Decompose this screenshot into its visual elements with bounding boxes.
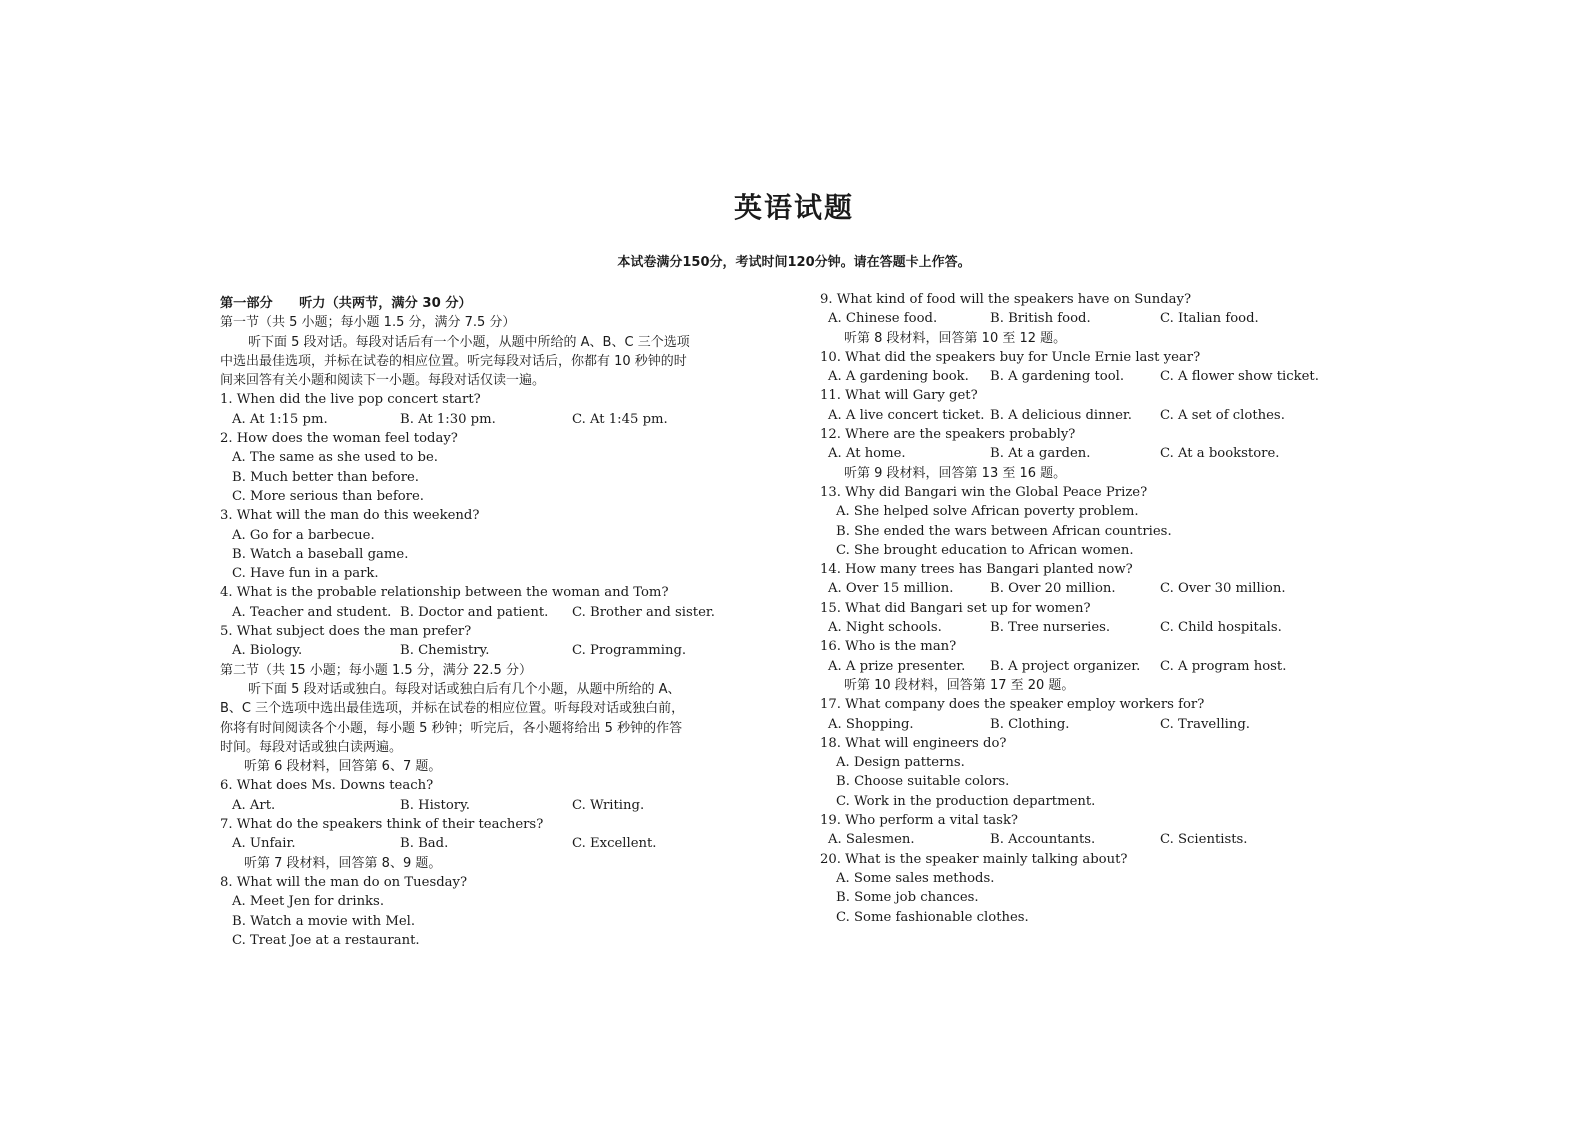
option-c[interactable]: C. Treat Joe at a restaurant. [232,932,420,948]
section2-instructions-line: 听下面 5 段对话或独白。每段对话或独白后有几个小题，从题中所给的 A、 [248,681,681,697]
option-a[interactable]: A. Shopping. [828,716,914,732]
option-a[interactable]: A. A prize presenter. [828,658,966,674]
option-a[interactable]: A. A live concert ticket. [828,407,985,423]
question-13: 13. Why did Bangari win the Global Peace Prize? [820,484,1148,500]
question-18: 18. What will engineers do? [820,735,1007,751]
option-b[interactable]: B. A gardening tool. [990,369,1125,385]
option-c[interactable]: C. A set of clothes. [1160,407,1285,423]
left-column [220,294,760,950]
option-b[interactable]: B. Some job chances. [836,890,979,906]
option-a[interactable]: A. A gardening book. [828,369,969,385]
question-19: 19. Who perform a vital task? [820,813,1018,829]
option-c[interactable]: C. At a bookstore. [1160,446,1280,462]
section1-instructions-line: 听下面 5 段对话。每段对话后有一个小题，从题中所给的 A、B、C 三个选项 [248,334,690,350]
option-a[interactable]: A. Unfair. [232,836,296,852]
question-4-options [220,603,760,622]
question-7-options [220,834,760,853]
option-b[interactable]: B. Over 20 million. [990,581,1116,597]
option-c[interactable]: C. More serious than before. [232,488,424,504]
option-b[interactable]: B. Doctor and patient. [400,604,549,620]
question-1: 1. When did the live pop concert start? [220,392,481,408]
option-c[interactable]: C. Programming. [572,643,687,659]
option-b[interactable]: B. Bad. [400,836,449,852]
question-8: 8. What will the man do on Tuesday? [220,874,468,890]
section2-instructions-line: 时间。每段对话或独白读两遍。 [220,739,403,755]
material-7: 听第 7 段材料，回答第 8、9 题。 [244,855,442,871]
question-2: 2. How does the woman feel today? [220,431,458,447]
option-b[interactable]: B. At a garden. [990,446,1091,462]
option-c[interactable]: C. Some fashionable clothes. [836,909,1029,925]
option-c[interactable]: C. Brother and sister. [572,604,715,620]
question-5: 5. What subject does the man prefer? [220,624,472,640]
question-6: 6. What does Ms. Downs teach? [220,778,434,794]
option-a[interactable]: A. At home. [828,446,906,462]
option-b[interactable]: B. History. [400,797,470,813]
option-b[interactable]: B. Accountants. [990,832,1096,848]
question-19-options [820,830,1340,849]
option-b[interactable]: B. Tree nurseries. [990,620,1111,636]
option-b[interactable]: B. At 1:30 pm. [400,411,496,427]
part1-heading: 第一部分 听力（共两节，满分 30 分） [220,296,472,311]
question-17: 17. What company does the speaker employ workers for? [820,697,1205,713]
question-9-options [820,309,1340,328]
question-5-options [220,641,760,660]
option-b[interactable]: B. A delicious dinner. [990,407,1132,423]
question-12-options [820,444,1340,463]
option-c[interactable]: C. Work in the production department. [836,793,1096,809]
right-column [820,290,1340,927]
option-a[interactable]: A. Biology. [232,643,303,659]
option-b[interactable]: B. British food. [990,311,1091,327]
option-b[interactable]: B. Watch a baseball game. [232,546,409,562]
material-8: 听第 8 段材料，回答第 10 至 12 题。 [844,330,1067,346]
material-6: 听第 6 段材料，回答第 6、7 题。 [244,759,442,775]
exam-subtitle: 本试卷满分150分，考试时间120分钟。请在答题卡上作答。 [617,255,971,270]
section2-heading: 第二节（共 15 小题；每小题 1.5 分，满分 22.5 分） [220,662,532,678]
question-14: 14. How many trees has Bangari planted now? [820,562,1133,578]
question-3: 3. What will the man do this weekend? [220,508,480,524]
option-c[interactable]: C. Travelling. [1160,716,1251,732]
section2-instructions-line: B、C 三个选项中选出最佳选项，并标在试卷的相应位置。听每段对话或独白前， [220,701,685,717]
question-12: 12. Where are the speakers probably? [820,427,1076,443]
option-c[interactable]: C. A program host. [1160,658,1287,674]
option-c[interactable]: C. At 1:45 pm. [572,411,668,427]
option-a[interactable]: A. She helped solve African poverty problem. [836,504,1139,520]
option-b[interactable]: B. Clothing. [990,716,1070,732]
question-15: 15. What did Bangari set up for women? [820,600,1091,616]
option-a[interactable]: A. Art. [232,797,276,813]
option-a[interactable]: A. Meet Jen for drinks. [232,894,385,910]
option-c[interactable]: C. A flower show ticket. [1160,369,1319,385]
option-b[interactable]: B. Choose suitable colors. [836,774,1010,790]
question-15-options [820,618,1340,637]
option-a[interactable]: A. Design patterns. [836,755,965,771]
section1-instructions-line: 间来回答有关小题和阅读下一小题。每段对话仅读一遍。 [220,373,546,389]
option-b[interactable]: B. A project organizer. [990,658,1141,674]
question-9: 9. What kind of food will the speakers have on Sunday? [820,292,1192,307]
option-c[interactable]: C. Italian food. [1160,311,1259,327]
option-a[interactable]: A. The same as she used to be. [232,450,438,466]
question-14-options [820,579,1340,598]
option-a[interactable]: A. Go for a barbecue. [232,527,375,543]
section1-instructions-line: 中选出最佳选项，并标在试卷的相应位置。听完每段对话后，你都有 10 秒钟的时 [220,353,687,369]
question-16-options [820,657,1340,676]
question-4: 4. What is the probable relationship between the woman and Tom? [220,585,669,601]
option-c[interactable]: C. Over 30 million. [1160,581,1286,597]
option-a[interactable]: A. Teacher and student. [232,604,392,620]
exam-title: 英语试题 [733,191,854,224]
option-c[interactable]: C. She brought education to African women. [836,542,1134,558]
option-c[interactable]: C. Excellent. [572,836,657,852]
material-10: 听第 10 段材料，回答第 17 至 20 题。 [844,677,1075,693]
option-a[interactable]: A. Night schools. [828,620,942,636]
question-10: 10. What did the speakers buy for Uncle Ernie last year? [820,349,1201,365]
section2-instructions-line: 你将有时间阅读各个小题，每小题 5 秒钟；听完后，各小题将给出 5 秒钟的作答 [220,720,683,736]
option-a[interactable]: A. Salesmen. [828,832,915,848]
option-b[interactable]: B. Chemistry. [400,643,490,659]
question-6-options [220,796,760,815]
question-10-options [820,367,1340,386]
option-b[interactable]: B. Watch a movie with Mel. [232,913,416,929]
question-20: 20. What is the speaker mainly talking about? [820,851,1128,867]
option-c[interactable]: C. Scientists. [1160,832,1248,848]
option-a[interactable]: A. Chinese food. [828,311,938,327]
option-a[interactable]: A. Some sales methods. [836,870,995,886]
question-16: 16. Who is the man? [820,639,957,655]
option-b[interactable]: B. Much better than before. [232,469,419,485]
option-b[interactable]: B. She ended the wars between African countries. [836,523,1172,539]
question-11-options [820,406,1340,425]
question-1-options [220,410,760,429]
option-c[interactable]: C. Writing. [572,797,645,813]
material-9: 听第 9 段材料，回答第 13 至 16 题。 [844,465,1067,481]
option-a[interactable]: A. Over 15 million. [828,581,954,597]
option-c[interactable]: C. Have fun in a park. [232,566,379,582]
option-a[interactable]: A. At 1:15 pm. [232,411,328,427]
question-7: 7. What do the speakers think of their teachers? [220,817,544,833]
question-11: 11. What will Gary get? [820,388,978,404]
section1-heading: 第一节（共 5 小题；每小题 1.5 分，满分 7.5 分） [220,315,516,331]
question-17-options [820,715,1340,734]
option-c[interactable]: C. Child hospitals. [1160,620,1282,636]
